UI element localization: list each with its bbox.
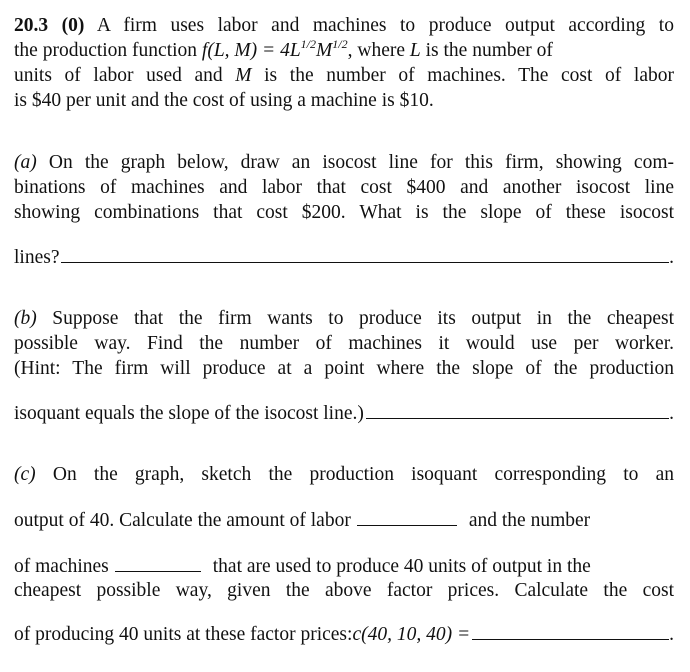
part-c-line-1: (c) On the graph, sketch the production isoquant corresponding to an	[14, 464, 674, 485]
part-b-answer-line: isoquant equals the slope of the isocost line.) .	[14, 400, 674, 426]
machines-per-worker-blank[interactable]	[366, 400, 669, 419]
part-a-label: (a)	[14, 152, 37, 173]
part-a-line-1: (a) On the graph below, draw an isocost line for this firm, showing com-	[14, 152, 674, 173]
part-b-line-1: (b) Suppose that the firm wants to produce its output in the cheapest	[14, 308, 674, 329]
part-b-label: (b)	[14, 308, 37, 329]
intro-line-2: the production function f(L, $M) = 4L^{1/2}M^{1/2}$, where L is the number of	[14, 37, 553, 61]
part-a-answer-line: lines? .	[14, 244, 674, 270]
problem-number: 20.3 (0)	[14, 15, 85, 36]
production-function: f(L, $M) = 4L^{1/2}M^{1/2}$	[201, 37, 348, 61]
part-c-line-3: of machines that are used to produce 40 units of output in the	[14, 553, 674, 579]
slope-answer-blank[interactable]	[61, 244, 669, 263]
part-c-line-5: of producing 40 units at these factor prices: c(40, 10, 40) = .	[14, 621, 674, 647]
part-a-line-2: binations of machines and labor that cost $400 and another isocost line	[14, 177, 674, 198]
part-b-line-3: (Hint: The firm will produce at a point where the slope of the production	[14, 358, 674, 379]
cost-expression: c(40, 10, 40) =	[352, 624, 471, 645]
part-c-line-2: output of 40. Calculate the amount of labor and the number	[14, 507, 674, 533]
part-c-label: (c)	[14, 464, 36, 485]
intro-line-1: 20.3 (0) A firm uses labor and machines to produce output according to	[14, 15, 674, 36]
intro-line-3: units of labor used and M is the number of machines. The cost of labor	[14, 65, 674, 86]
machines-amount-blank[interactable]	[115, 553, 201, 572]
part-a-line-3: showing combinations that cost $200. What is the slope of these isocost	[14, 202, 674, 223]
part-b-line-2: possible way. Find the number of machines it would use per worker.	[14, 333, 674, 354]
part-c-line-4: cheapest possible way, given the above factor prices. Calculate the cost	[14, 580, 674, 601]
cost-answer-blank[interactable]	[472, 621, 669, 640]
labor-amount-blank[interactable]	[357, 507, 457, 526]
intro-line-4: is $40 per unit and the cost of using a machine is $10.	[14, 90, 434, 111]
